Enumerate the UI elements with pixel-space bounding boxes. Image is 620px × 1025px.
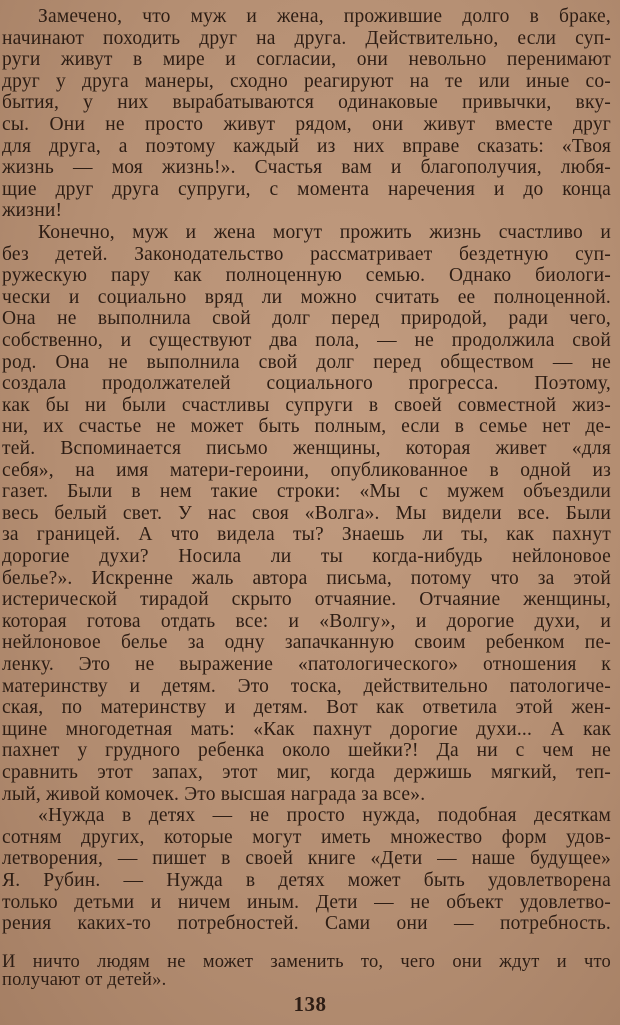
text-line: только детьми и ничем иным. Дети — не объект удовлетво- (2, 891, 611, 913)
text-line: чески и социально вряд ли можно считать ее полноценной. (2, 286, 611, 308)
text-line: сы. Они не просто живут рядом, они живут вместе друг (2, 114, 611, 135)
text-line: тей. Вспоминается письмо женщины, которая живет «для (2, 438, 611, 459)
text-line: И ничто людям не может заменить то, чего они ждут и что (2, 952, 611, 972)
text-line: для друга, а поэтому каждый из них вправе сказать: «Твоя (2, 135, 611, 157)
text-line: щине многодетная мать: «Как пахнут дорогие духи... А как (2, 718, 611, 740)
text-line: щие друг друга супруги, с момента наречения и до конца (2, 178, 611, 200)
text-line: получают от детей». (2, 970, 167, 990)
text-line: начинают походить друг на друга. Действительно, если суп- (2, 27, 611, 49)
text-line: газет. Были в нем такие строки: «Мы с мужем объездили (2, 481, 611, 503)
text-line: «Нужда в детях — не просто нужда, подобная десяткам (38, 805, 611, 827)
text-line: Я. Рубин. — Нужда в детях может быть удовлетворена (2, 870, 611, 891)
text-line: лый, живой комочек. Это высшая награда за все». (2, 783, 426, 805)
text-line: Замечено, что муж и жена, прожившие долго в браке, (38, 6, 611, 27)
text-line: жизни! (2, 200, 63, 222)
text-line: пахнет у грудного ребенка около шейки?! Да ни с чем не (2, 740, 611, 762)
text-line: себя», на имя матери-героини, опубликованное в одной из (2, 459, 611, 481)
text-line: создала продолжателей социального прогресса. Поэтому, (2, 373, 611, 395)
text-line: нейлоновое белье за одну запачканную своим ребенком пе- (2, 632, 611, 654)
text-line: за границей. А что видела ты? Знаешь ли ты, как пахнут (2, 524, 611, 546)
text-line: ни, их счастье не может быть полным, если в семье нет де- (2, 416, 611, 438)
text-line: ская, по материнству и детям. Вот как ответила этой жен- (2, 697, 611, 719)
text-line: бытия, у них вырабатываются одинаковые привычки, вку- (2, 92, 611, 114)
text-line: руги живут в мире и согласии, они невольно перенимают (2, 49, 611, 71)
text-line: ленку. Это не выражение «патологического» отношения к (2, 654, 611, 675)
text-line: собственно, и существуют два пола, — не продолжила свой (2, 330, 611, 351)
text-line: летворения, — пишет в своей книге «Дети — наше будущее» (2, 848, 611, 870)
text-line: сравнить этот запах, этот миг, когда держишь мягкий, теп- (2, 762, 611, 783)
text-line: как бы ни были счастливы супруги в своей совместной жиз- (2, 394, 611, 416)
text-line: весь белый свет. У нас своя «Волга». Мы видели все. Были (2, 502, 611, 524)
text-line: белье?». Искренне жаль автора письма, потому что за этой (2, 567, 611, 589)
text-line: жизнь — моя жизнь!». Счастья вам и благополучия, любя- (2, 157, 611, 179)
text-line: материнству и детям. Это тоска, действительно патологиче- (2, 675, 611, 697)
text-line: которая готова отдать все: и «Волгу», и дорогие духи, и (2, 610, 611, 632)
text-line: рения каких-то потребностей. Сами они — потребность. (2, 913, 611, 935)
page-number: 138 (293, 992, 327, 1016)
text-line: род. Она не выполнила свой долг перед обществом — не (2, 351, 611, 373)
text-line: без детей. Законодательство рассматривает бездетную суп- (2, 243, 611, 265)
text-line: истерической тирадой скрыто отчаяние. Отчаяние женщины, (2, 589, 611, 611)
text-line: друг у друга манеры, сходно реагируют на те или иные со- (2, 70, 611, 92)
text-line: Она не выполнила свой долг перед природой, ради чего, (2, 308, 611, 330)
text-line: Конечно, муж и жена могут прожить жизнь счастливо и (38, 222, 611, 243)
text-line: сотням других, которые могут иметь множество форм удов- (2, 826, 611, 848)
text-line: ружескую пару как полноценную семью. Однако биологи- (2, 265, 611, 287)
text-line: дорогие духи? Носила ли ты когда-нибудь нейлоновое (2, 546, 611, 567)
